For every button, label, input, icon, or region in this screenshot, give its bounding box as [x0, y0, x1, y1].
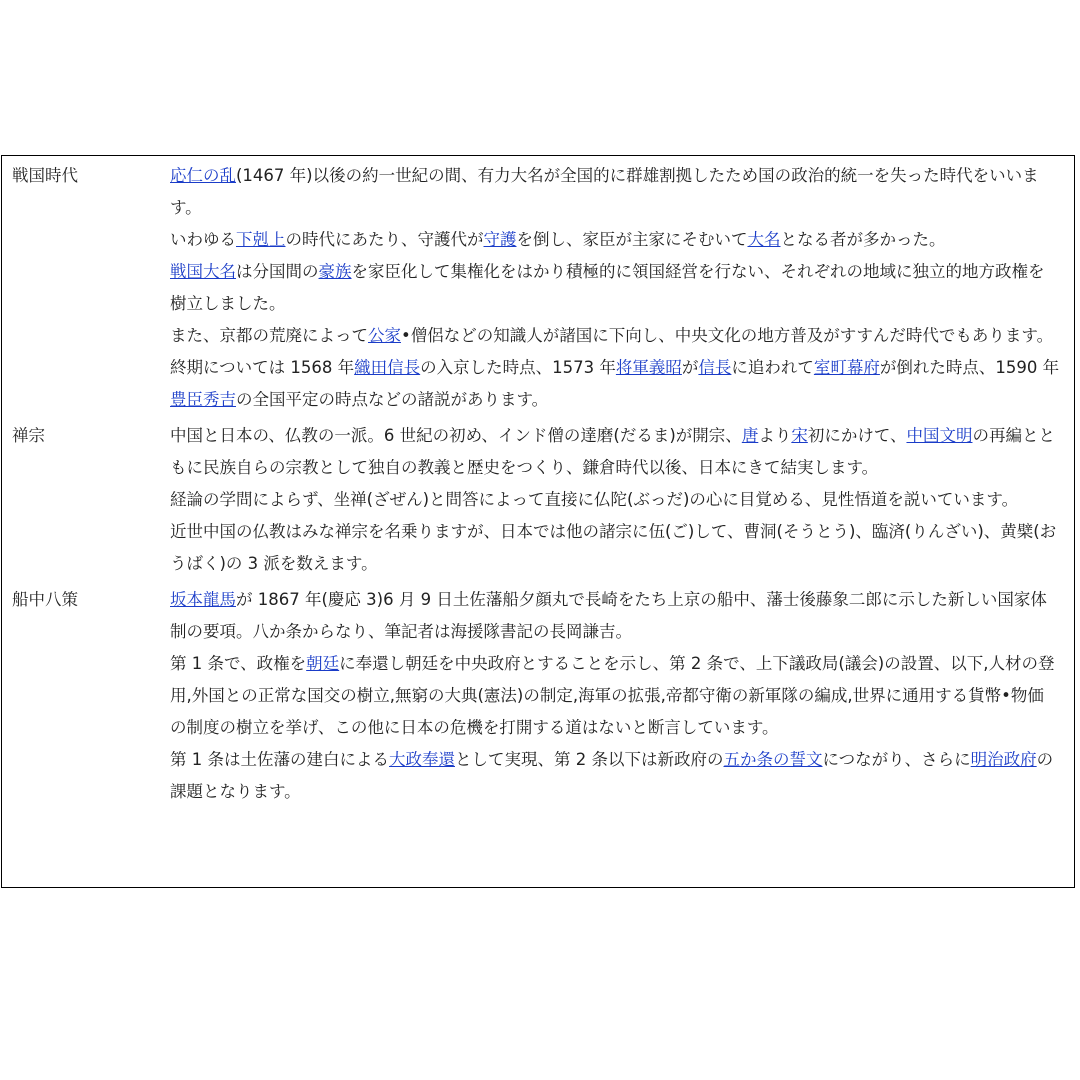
- term-link[interactable]: 室町幕府: [813, 358, 880, 377]
- term-link[interactable]: 豊臣秀吉: [170, 390, 236, 409]
- term-link[interactable]: 明治政府: [970, 750, 1037, 769]
- text-segment: として実現、第 2 条以下は新政府の: [455, 750, 724, 769]
- text-segment: 終期については 1568 年: [170, 358, 355, 377]
- glossary-description: [170, 416, 1074, 580]
- description-paragraph: [170, 224, 1060, 256]
- text-segment: の再編とともに民族自らの宗教として独自の教義と歴史をつくり、鎌倉時代以後、日本にきて結実します。: [170, 426, 1055, 477]
- description-paragraph: [170, 648, 1060, 744]
- text-segment: また、京都の荒廃によって: [170, 326, 368, 345]
- text-segment: •僧侶などの知識人が諸国に下向し、中央文化の地方普及がすすんだ時代でもあります。: [401, 326, 1054, 345]
- text-segment: (1467 年)以後の約一世紀の間、有力大名が全国的に群雄割拠したため国の政治的統一を失った時代をいいます。: [170, 166, 1039, 217]
- text-segment: の入京した時点、1573 年: [420, 358, 616, 377]
- text-segment: より: [758, 426, 792, 445]
- description-paragraph: [170, 420, 1060, 484]
- text-segment: につながり、さらに: [822, 750, 971, 769]
- text-segment: が: [681, 358, 699, 377]
- text-segment: 経論の学問によらず、坐禅(ざぜん)と問答によって直接に仏陀(ぶっだ)の心に目覚める、見性悟道を説いています。: [170, 490, 1019, 509]
- description-paragraph: [170, 744, 1060, 808]
- text-segment: が 1867 年(慶応 3)6 月 9 日土佐藩船夕顔丸で長崎をたち上京の船中、藩士後藤象二郎に示した新しい国家体制の要項。八か条からなり、筆記者は海援隊書記の長岡謙吉。: [170, 590, 1047, 641]
- term-link[interactable]: 応仁の乱: [170, 166, 236, 185]
- term-link[interactable]: 五か条の誓文: [723, 750, 823, 769]
- text-segment: いわゆる: [170, 230, 236, 249]
- term-link[interactable]: 朝廷: [306, 654, 340, 673]
- term-link[interactable]: 中国文明: [906, 426, 973, 445]
- term-link[interactable]: 戦国大名: [170, 262, 236, 281]
- term-link[interactable]: 大政奉還: [389, 750, 455, 769]
- glossary-row: [2, 156, 1074, 416]
- text-segment: を倒し、家臣が主家にそむいて: [516, 230, 748, 249]
- term-link[interactable]: 豪族: [318, 262, 352, 281]
- text-segment: 中国と日本の、仏教の一派。6 世紀の初め、インド僧の達磨(だるま)が開宗、: [170, 426, 742, 445]
- text-segment: 初にかけて、: [807, 426, 907, 445]
- description-paragraph: [170, 256, 1060, 320]
- text-segment: を家臣化して集権化をはかり積極的に領国経営を行ない、それぞれの地域に独立的地方政権を樹立しました。: [170, 262, 1045, 313]
- text-segment: 近世中国の仏教はみな禅宗を名乗りますが、日本では他の諸宗に伍(ご)して、曹洞(そうとう)、臨済(りんざい)、黄檗(おうばく)の 3 派を数えます。: [170, 522, 1057, 573]
- description-paragraph: [170, 484, 1060, 516]
- glossary-row: [2, 580, 1074, 808]
- glossary-rows: [2, 156, 1074, 808]
- term-link[interactable]: 唐: [741, 426, 759, 445]
- term-link[interactable]: 公家: [368, 326, 401, 345]
- glossary-description: [170, 156, 1074, 416]
- glossary-table: [1, 155, 1075, 888]
- term-link[interactable]: 大名: [747, 230, 781, 249]
- description-paragraph: [170, 516, 1060, 580]
- glossary-term: 戦国時代: [12, 166, 78, 185]
- text-segment: が倒れた時点、1590 年: [879, 358, 1060, 377]
- glossary-description: [170, 580, 1074, 808]
- term-link[interactable]: 将軍義昭: [615, 358, 682, 377]
- glossary-term: 禅宗: [12, 426, 45, 445]
- text-segment: の課題となります。: [170, 750, 1054, 801]
- description-paragraph: [170, 584, 1060, 648]
- glossary-term: 船中八策: [12, 590, 78, 609]
- description-paragraph: [170, 320, 1060, 352]
- text-segment: は分国間の: [236, 262, 319, 281]
- term-link[interactable]: 坂本龍馬: [170, 590, 236, 609]
- term-link[interactable]: 下剋上: [236, 230, 286, 249]
- description-paragraph: [170, 160, 1060, 224]
- text-segment: となる者が多かった。: [780, 230, 946, 249]
- glossary-row: [2, 416, 1074, 580]
- term-link[interactable]: 守護: [483, 230, 517, 249]
- text-segment: 第 1 条は土佐藩の建白による: [170, 750, 389, 769]
- text-segment: の時代にあたり、守護代が: [285, 230, 484, 249]
- text-segment: に追われて: [731, 358, 814, 377]
- term-link[interactable]: 宋: [791, 426, 808, 445]
- text-segment: に奉還し朝廷を中央政府とすることを示し、第 2 条で、上下議政局(議会)の設置、以下,人材の登用,外国との正常な国交の樹立,無窮の大典(憲法)の制定,海軍の拡張,帝都守衛の新軍隊の編成,世界に通用する貨幣•物価の制度の樹立を挙げ、この他に日本の危機を打開する道はないと断言しています。: [170, 654, 1055, 737]
- text-segment: の全国平定の時点などの諸説があります。: [236, 390, 549, 409]
- description-paragraph: [170, 352, 1060, 416]
- term-link[interactable]: 織田信長: [354, 358, 421, 377]
- term-link[interactable]: 信長: [698, 358, 732, 377]
- text-segment: 第 1 条で、政権を: [170, 654, 307, 673]
